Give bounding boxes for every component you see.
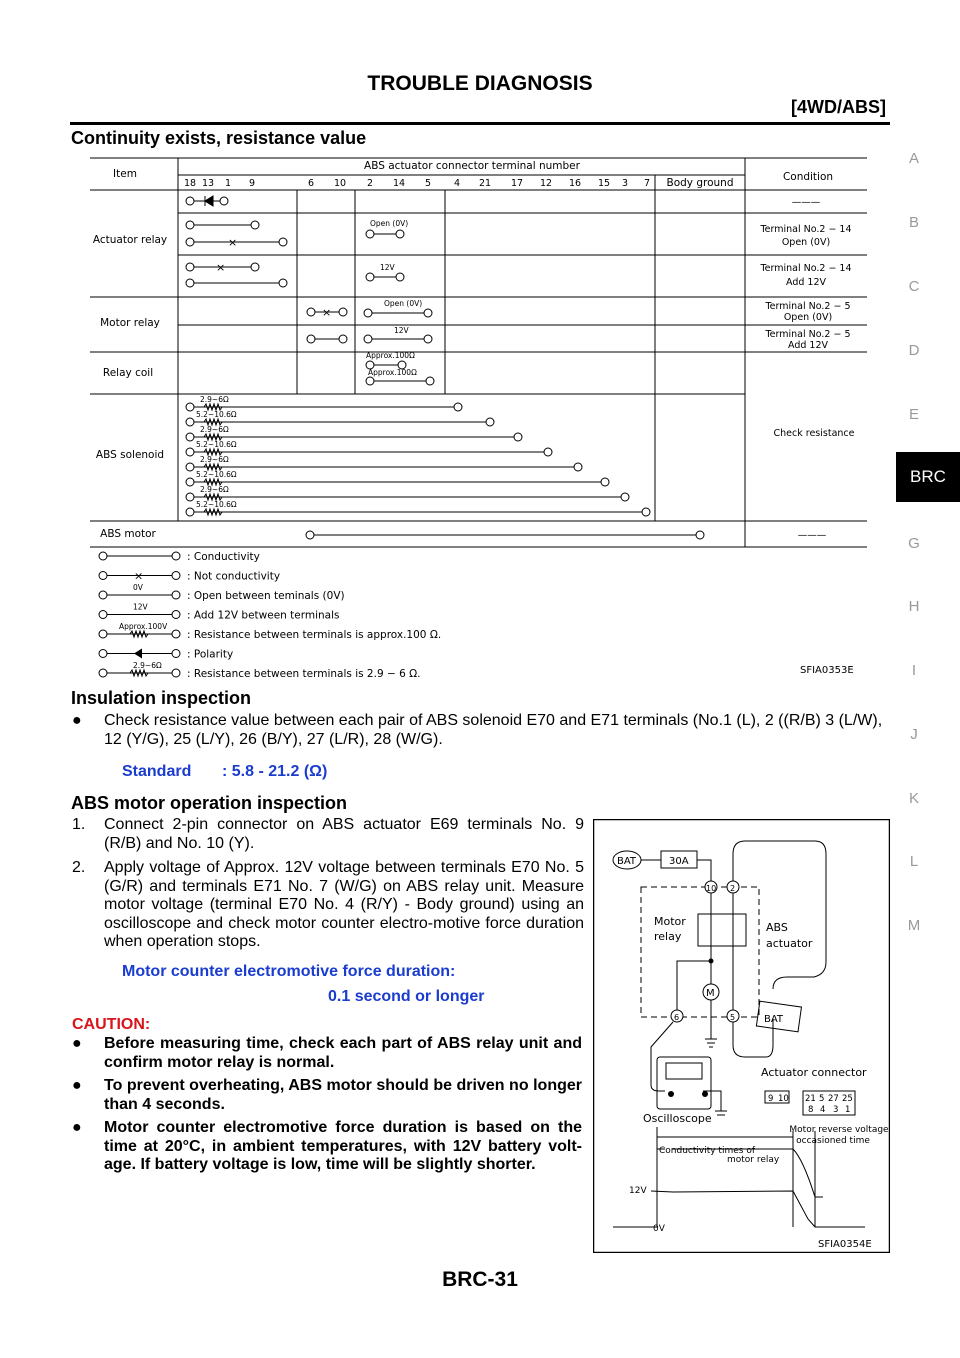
terminal-circle — [186, 493, 194, 501]
pin: 10 — [778, 1094, 789, 1104]
terminal-number: 9 — [248, 178, 256, 189]
terminal-number: 17 — [510, 178, 524, 189]
terminal-circle — [99, 669, 107, 677]
terminal-numbers — [184, 178, 650, 189]
terminal-circle — [172, 552, 180, 560]
side-tab-d[interactable]: D — [908, 342, 920, 359]
resistor-icon — [204, 509, 222, 515]
resistance-label: 5.2~10.6Ω — [196, 410, 237, 419]
standard-value: : 5.8 - 21.2 (Ω) — [222, 763, 328, 780]
pin: 8 — [808, 1105, 814, 1115]
side-tab-k[interactable]: K — [908, 790, 919, 807]
pin: 4 — [820, 1105, 826, 1115]
legend-text: : Resistance between terminals is 2.9 − 6 Ω. — [187, 668, 421, 680]
resistance-label: 5.2~10.6Ω — [196, 470, 237, 479]
terminal-circle — [601, 478, 609, 486]
resistance-label: 2.9~6Ω — [200, 455, 229, 464]
oscilloscope-label: Oscilloscope — [643, 1112, 712, 1125]
abs-actuator-label: ABS — [766, 921, 788, 934]
terminal-circle — [172, 630, 180, 638]
pin: 9 — [768, 1094, 774, 1104]
legend-symbol-label: 12V — [133, 602, 148, 612]
polarity-icon — [134, 649, 142, 659]
col-body-ground: Body ground — [666, 177, 734, 189]
terminal-number: 2 — [366, 178, 374, 189]
actuator-connector-label: Actuator connector — [761, 1066, 867, 1079]
terminal-circle — [99, 611, 107, 619]
terminal-number: 18 — [183, 178, 197, 189]
v12-label: 12V — [629, 1186, 647, 1196]
caution-item: Before measuring time, check each part of ABS relay unit and confirm motor relay is normal. — [104, 1035, 582, 1071]
terminal-number: 3 — [621, 178, 629, 189]
motor-inspection-diagram — [593, 819, 890, 1253]
step-number: 2. — [72, 859, 86, 876]
step-number: 1. — [72, 816, 86, 833]
terminal-circle — [544, 448, 552, 456]
side-tab-j[interactable]: J — [910, 726, 918, 743]
terminal-circle — [514, 433, 522, 441]
resistance-label: 5.2~10.6Ω — [196, 500, 237, 509]
col-item: Item — [113, 168, 137, 180]
side-tab-brc-active[interactable]: BRC — [896, 452, 960, 502]
resistor-icon — [130, 631, 148, 637]
terminal-circle — [574, 463, 582, 471]
legend-text: : Not conductivity — [187, 570, 281, 583]
terminal-circle — [172, 591, 180, 599]
label-open: Open (0V) — [370, 219, 409, 228]
condition-text: Open (0V) — [783, 312, 833, 323]
row-motor-relay: Motor relay — [100, 317, 160, 329]
legend-symbol-label: 2.9~6Ω — [133, 661, 162, 670]
terminal-number: 12 — [539, 178, 553, 189]
side-tab-l[interactable]: L — [909, 853, 919, 870]
terminal-circle — [172, 572, 180, 580]
side-tab-m[interactable]: M — [907, 917, 921, 934]
cross-marks — [216, 236, 331, 319]
terminal-circle — [642, 508, 650, 516]
terminal-number: 10 — [333, 178, 347, 189]
insulation-heading: Insulation inspection — [71, 688, 252, 708]
legend-symbol-label: 0V — [133, 583, 143, 592]
cross-icon: × — [134, 569, 144, 583]
pin: 25 — [842, 1094, 853, 1104]
legend — [99, 551, 441, 680]
standard-label: Standard — [122, 763, 192, 780]
svg-text:×: × — [322, 306, 332, 319]
page-number: BRC-31 — [442, 1268, 518, 1291]
side-tab-a[interactable]: A — [908, 150, 919, 167]
side-tab-g[interactable]: G — [908, 535, 920, 552]
terminal-circle — [186, 403, 194, 411]
insulation-bullet: ● Check resistance value between each pair of ABS solenoid E70 and E71 terminals (No.1 (L), 2 ((R/B) 3 (L/W), 12 (Y/G), 25 (L/Y), 26 (B/Y), 27 (L/R), 28 (W/G). — [72, 712, 892, 749]
terminal-circle — [186, 463, 194, 471]
terminal-circle — [99, 630, 107, 638]
legend-text: : Polarity — [187, 648, 234, 661]
battery-label: BAT — [764, 1014, 784, 1025]
condition-text: Check resistance — [773, 428, 855, 439]
legend-text: : Conductivity — [187, 551, 260, 563]
row-actuator-relay: Actuator relay — [92, 234, 168, 246]
condition-text: Terminal No.2 − 5 — [765, 301, 851, 312]
col-terminal-group: ABS actuator connector terminal number — [364, 160, 580, 172]
figure-id: SFIA0353E — [800, 665, 854, 676]
terminal-circle — [486, 418, 494, 426]
terminal-circle — [172, 650, 180, 658]
terminal-circle — [99, 650, 107, 658]
spec-value: 0.1 second or longer — [328, 988, 485, 1005]
row-relay-coil: Relay coil — [102, 367, 154, 379]
page-title: TROUBLE DIAGNOSIS — [367, 72, 593, 95]
terminal-number: 4 — [453, 178, 461, 189]
condition-dash: ——— — [791, 197, 821, 208]
terminal-circle — [186, 448, 194, 456]
condition-dash: ——— — [797, 530, 827, 541]
terminal-number: 7 — [643, 178, 651, 189]
spec-label: Motor counter electromotive force duration: — [122, 963, 456, 980]
condition-text: Open (0V) — [781, 237, 831, 248]
terminal-number: 6 — [307, 178, 315, 189]
label-12v: 12V — [380, 263, 395, 272]
reverse-label: occasioned time — [796, 1136, 870, 1146]
step-text: Connect 2-pin connector on ABS actuator E69 terminals No. 9 (R/B) and No. 10 (Y). — [104, 816, 584, 852]
terminal-5: 5 — [730, 1013, 736, 1022]
label-approx100: Approx.100Ω — [368, 368, 417, 377]
caution-item: To prevent overheating, ABS motor should be driven no longer than 4 seconds. — [104, 1077, 582, 1113]
side-tab-e[interactable]: E — [908, 406, 919, 423]
terminal-2: 2 — [730, 884, 736, 893]
side-tab-c[interactable]: C — [908, 278, 920, 295]
step-text: Apply voltage of Approx. 12V voltage between terminals E70 No. 5 (G/R) and terminals E71 No. 7 (W/G) on ABS relay unit. Measure motor voltage (terminal E70 No. 4 (R/Y) - Body ground) using an oscilloscope and check motor counter electro-motive force duration when operation stops. — [104, 859, 584, 950]
row-abs-solenoid: ABS solenoid — [95, 449, 165, 461]
motor-relay-label: Motor — [654, 915, 686, 928]
resistance-label: 5.2~10.6Ω — [196, 440, 237, 449]
legend-text: : Open between teminals (0V) — [187, 590, 345, 602]
motor-steps — [72, 816, 584, 952]
conditions — [759, 197, 854, 541]
terminal-number: 15 — [597, 178, 611, 189]
label-approx100: Approx.100Ω — [366, 351, 415, 360]
terminal-circle — [172, 611, 180, 619]
legend-text: : Add 12V between terminals — [187, 609, 340, 622]
terminal-circle — [186, 433, 194, 441]
condition-text: Terminal No.2 − 14 — [760, 224, 852, 235]
section-label: [4WD/ABS] — [791, 97, 886, 117]
resistor-icon — [130, 670, 148, 676]
terminal-circle — [99, 552, 107, 560]
resistance-label: 2.9~6Ω — [200, 425, 229, 434]
svg-text:×: × — [228, 236, 238, 249]
figure-id: SFIA0354E — [818, 1239, 872, 1250]
pin: 3 — [833, 1105, 839, 1115]
legend-text: : Resistance between terminals is approx.100 Ω. — [187, 629, 442, 641]
reverse-label: Motor reverse voltage — [789, 1125, 889, 1135]
terminal-circle — [621, 493, 629, 501]
terminal-number: 13 — [201, 178, 215, 189]
terminal-circle — [186, 478, 194, 486]
pin: 5 — [819, 1094, 825, 1104]
condition-text: Add 12V — [788, 340, 828, 351]
motor-symbol: M — [706, 988, 715, 999]
terminal-circle — [186, 418, 194, 426]
terminal-number: 21 — [478, 178, 492, 189]
abs-actuator-label: actuator — [766, 937, 813, 950]
continuity-heading: Continuity exists, resistance value — [71, 128, 367, 148]
caution-item: Motor counter electromotive force duration is based on the time at 20°C, in ambient temperatures, with 12V battery volt-age. If battery voltage is low, time will be slightly shorter. — [104, 1119, 582, 1173]
terminal-6: 6 — [674, 1013, 680, 1022]
motor-heading: ABS motor operation inspection — [71, 793, 348, 813]
terminal-number: 5 — [424, 178, 432, 189]
col-condition: Condition — [782, 171, 834, 183]
resistance-label: 2.9~6Ω — [200, 395, 229, 404]
terminal-number: 14 — [392, 178, 406, 189]
condition-text: Terminal No.2 − 14 — [760, 263, 852, 274]
fuse-label: 30A — [669, 856, 689, 867]
side-tab-b[interactable]: B — [908, 214, 919, 231]
caution-list: ● Before measuring time, check each part of ABS relay unit and confirm motor relay is normal. ● To prevent overheating, ABS motor should be driven no longer than 4 seconds. ● Motor counter electromotive force duration is based on the time at 20°C, in ambient temperatures, with 12V battery volt-age. If battery voltage is low, time will be slightly shorter. — [72, 1035, 582, 1173]
conductivity-label: motor relay — [727, 1155, 780, 1165]
terminal-circle — [99, 591, 107, 599]
label-12v: 12V — [394, 326, 409, 335]
resistance-label: 2.9~6Ω — [200, 485, 229, 494]
motor-relay-label: relay — [654, 930, 682, 943]
terminal-circle — [99, 572, 107, 580]
side-tab-i[interactable]: I — [911, 662, 917, 679]
label-open: Open (0V) — [384, 299, 423, 308]
terminal-number: 1 — [224, 178, 232, 189]
pin: 21 — [805, 1094, 816, 1104]
v0-label: 0V — [653, 1224, 665, 1234]
terminal-circle — [186, 508, 194, 516]
terminal-circle — [172, 669, 180, 677]
terminal-10: 10 — [706, 884, 717, 893]
condition-text: Add 12V — [786, 277, 826, 288]
pin: 27 — [828, 1094, 839, 1104]
pin: 1 — [845, 1105, 851, 1115]
svg-text:×: × — [216, 261, 226, 274]
row-abs-motor: ABS motor — [100, 528, 156, 540]
connectors — [765, 1091, 855, 1115]
cell-labels — [196, 219, 422, 509]
bat-label: BAT — [617, 856, 637, 867]
conductivity-label: Conductivity times of — [659, 1146, 755, 1156]
condition-text: Terminal No.2 − 5 — [765, 329, 851, 340]
insulation-text: Check resistance value between each pair of ABS solenoid E70 and E71 terminals (No.1 (L), 2 ((R/B) 3 (L/W), 12 (Y/G), 25 (L/Y), 26 (B/Y), 27 (L/R), 28 (W/G). — [104, 712, 883, 748]
terminal-circle — [454, 403, 462, 411]
legend-symbol-label: Approx.100V — [119, 622, 168, 631]
terminal-number: 16 — [568, 178, 582, 189]
side-tab-h[interactable]: H — [908, 598, 920, 615]
caution-title: CAUTION: — [72, 1016, 151, 1033]
